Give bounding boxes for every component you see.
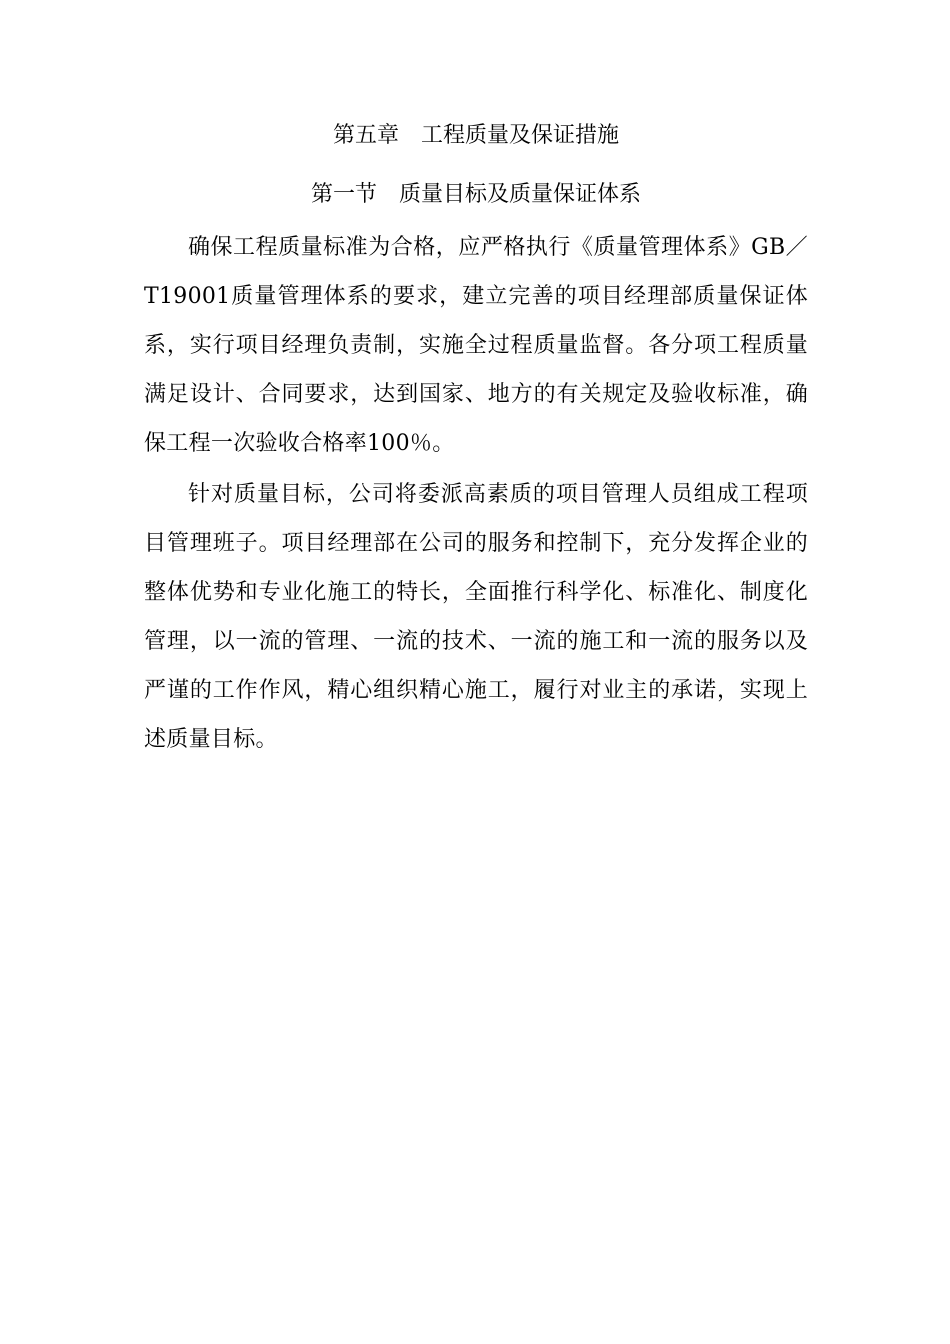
document-body xyxy=(144,118,808,766)
paragraph-quality-target: 针对质量目标，公司将委派高素质的项目管理人员组成工程项目管理班子。项目经理部在公司的服务和控制下，充分发挥企业的整体优势和专业化施工的特长，全面推行科学化、标准化、制度化管理，以一流的管理、一流的技术、一流的施工和一流的服务以及严谨的工作作风，精心组织精心施工，履行对业主的承诺，实现上述质量目标。 xyxy=(144,482,808,752)
paragraph-quality-standard: 确保工程质量标准为合格，应严格执行《质量管理体系》GB／T19001质量管理体系的要求，建立完善的项目经理部质量保证体系，实行项目经理负责制，实施全过程质量监督。各分项工程质量满足设计、合同要求，达到国家、地方的有关规定及验收标准，确保工程一次验收合格率100％。 xyxy=(144,235,808,456)
section-title: 第一节 质量目标及质量保证体系 xyxy=(310,182,641,207)
chapter-title: 第五章 工程质量及保证措施 xyxy=(332,123,619,148)
